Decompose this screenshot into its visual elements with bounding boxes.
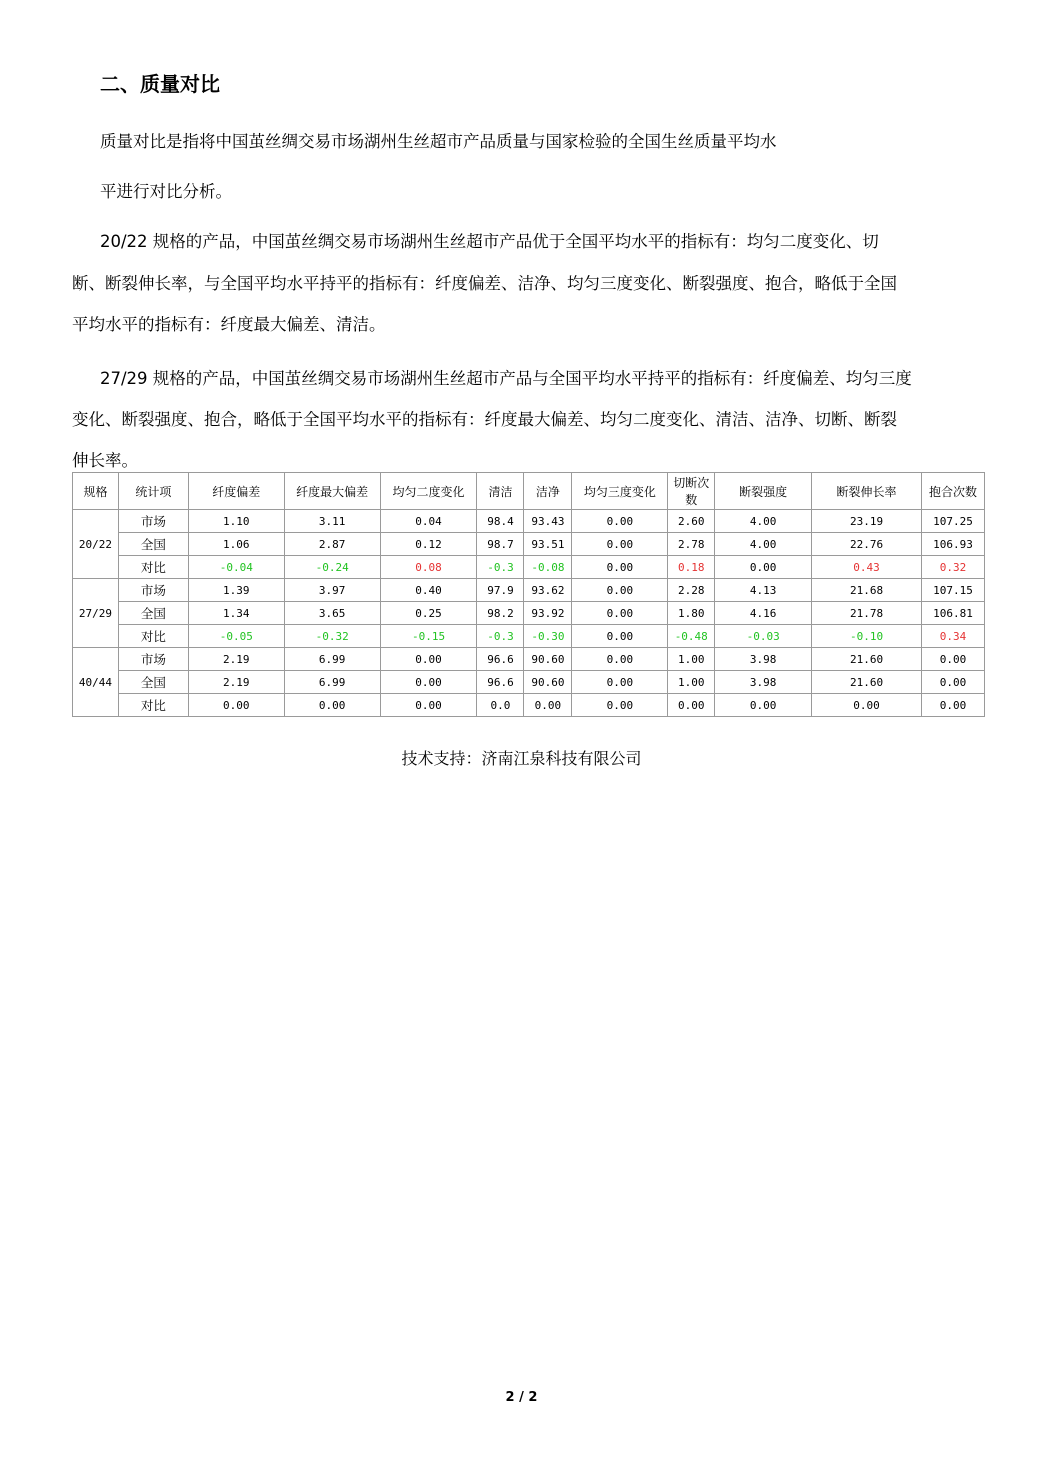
value-cell: -0.3	[477, 625, 524, 648]
value-cell: -0.15	[380, 625, 477, 648]
column-header: 断裂强度	[715, 473, 812, 510]
stat-label-cell: 市场	[118, 510, 188, 533]
value-cell: -0.04	[188, 556, 284, 579]
spec-2022-paragraph-line3: 平均水平的指标有：纤度最大偏差、清洁。	[72, 315, 386, 334]
value-cell: 2.19	[188, 671, 284, 694]
stat-label-cell: 全国	[118, 671, 188, 694]
value-cell: 0.00	[812, 694, 922, 717]
value-cell: 6.99	[284, 671, 380, 694]
column-header: 抱合次数	[921, 473, 984, 510]
spec-2022-paragraph-line2: 断、断裂伸长率，与全国平均水平持平的指标有：纤度偏差、洁净、均匀三度变化、断裂强度、抱合，略低于全国	[72, 274, 897, 293]
value-cell: 0.12	[380, 533, 477, 556]
stat-label-cell: 全国	[118, 602, 188, 625]
value-cell: 21.60	[812, 648, 922, 671]
quality-comparison-table	[72, 472, 985, 717]
value-cell: 3.98	[715, 671, 812, 694]
column-header: 断裂伸长率	[812, 473, 922, 510]
value-cell: 0.00	[715, 694, 812, 717]
value-cell: 1.10	[188, 510, 284, 533]
column-header: 洁净	[524, 473, 572, 510]
value-cell: 2.28	[668, 579, 715, 602]
table-header-row	[73, 473, 985, 510]
value-cell: -0.08	[524, 556, 572, 579]
value-cell: 0.18	[668, 556, 715, 579]
section-heading: 二、质量对比	[100, 72, 220, 96]
value-cell: 1.06	[188, 533, 284, 556]
column-header: 统计项	[118, 473, 188, 510]
spec-2729-paragraph-line3: 伸长率。	[72, 451, 138, 470]
column-header: 纤度偏差	[188, 473, 284, 510]
value-cell: 0.00	[380, 671, 477, 694]
value-cell: 1.80	[668, 602, 715, 625]
value-cell: 106.81	[921, 602, 984, 625]
stat-label-cell: 全国	[118, 533, 188, 556]
value-cell: 93.62	[524, 579, 572, 602]
intro-paragraph-line1: 质量对比是指将中国茧丝绸交易市场湖州生丝超市产品质量与国家检验的全国生丝质量平均水	[100, 132, 777, 151]
value-cell: 0.43	[812, 556, 922, 579]
value-cell: 4.00	[715, 510, 812, 533]
value-cell: 23.19	[812, 510, 922, 533]
value-cell: 1.00	[668, 648, 715, 671]
value-cell: 0.34	[921, 625, 984, 648]
value-cell: -0.03	[715, 625, 812, 648]
value-cell: 107.25	[921, 510, 984, 533]
value-cell: 0.32	[921, 556, 984, 579]
spec-cell: 20/22	[73, 510, 119, 579]
spec-2729-paragraph-line2: 变化、断裂强度、抱合，略低于全国平均水平的指标有：纤度最大偏差、均匀二度变化、清洁、洁净、切断、断裂	[72, 410, 897, 429]
value-cell: 0.00	[921, 694, 984, 717]
value-cell: 3.97	[284, 579, 380, 602]
spec-cell: 40/44	[73, 648, 119, 717]
stat-label-cell: 对比	[118, 625, 188, 648]
value-cell: 0.00	[572, 556, 668, 579]
value-cell: 0.00	[572, 671, 668, 694]
table-row	[73, 579, 985, 602]
value-cell: 1.34	[188, 602, 284, 625]
value-cell: 0.00	[188, 694, 284, 717]
stat-label-cell: 市场	[118, 579, 188, 602]
value-cell: 0.00	[572, 602, 668, 625]
value-cell: 21.60	[812, 671, 922, 694]
intro-paragraph-line2: 平进行对比分析。	[100, 182, 232, 201]
column-header: 均匀三度变化	[572, 473, 668, 510]
stat-label-cell: 市场	[118, 648, 188, 671]
column-header: 规格	[73, 473, 119, 510]
value-cell: 0.00	[715, 556, 812, 579]
value-cell: 0.00	[572, 625, 668, 648]
value-cell: -0.3	[477, 556, 524, 579]
value-cell: 2.78	[668, 533, 715, 556]
value-cell: 3.11	[284, 510, 380, 533]
table-row	[73, 694, 985, 717]
value-cell: 97.9	[477, 579, 524, 602]
value-cell: 98.2	[477, 602, 524, 625]
table-row	[73, 533, 985, 556]
value-cell: 90.60	[524, 671, 572, 694]
value-cell: 6.99	[284, 648, 380, 671]
value-cell: 3.98	[715, 648, 812, 671]
value-cell: 0.00	[572, 510, 668, 533]
table-row	[73, 648, 985, 671]
column-header: 纤度最大偏差	[284, 473, 380, 510]
page-number: 2 / 2	[505, 1390, 538, 1405]
tech-support-footer: 技术支持：济南江泉科技有限公司	[401, 749, 642, 768]
value-cell: 0.00	[572, 694, 668, 717]
value-cell: 2.19	[188, 648, 284, 671]
value-cell: 0.0	[477, 694, 524, 717]
value-cell: 106.93	[921, 533, 984, 556]
table-row	[73, 510, 985, 533]
value-cell: -0.32	[284, 625, 380, 648]
value-cell: 98.4	[477, 510, 524, 533]
value-cell: 0.40	[380, 579, 477, 602]
value-cell: 0.00	[668, 694, 715, 717]
value-cell: 93.43	[524, 510, 572, 533]
value-cell: 0.00	[284, 694, 380, 717]
table-row	[73, 625, 985, 648]
value-cell: 4.16	[715, 602, 812, 625]
value-cell: -0.48	[668, 625, 715, 648]
value-cell: 1.39	[188, 579, 284, 602]
value-cell: 4.13	[715, 579, 812, 602]
value-cell: 0.00	[380, 648, 477, 671]
value-cell: 3.65	[284, 602, 380, 625]
spec-2022-paragraph-line1: 20/22 规格的产品，中国茧丝绸交易市场湖州生丝超市产品优于全国平均水平的指标有：均匀二度变化、切	[100, 232, 879, 251]
value-cell: 93.92	[524, 602, 572, 625]
value-cell: 107.15	[921, 579, 984, 602]
value-cell: 0.00	[572, 648, 668, 671]
value-cell: 22.76	[812, 533, 922, 556]
value-cell: -0.10	[812, 625, 922, 648]
value-cell: -0.05	[188, 625, 284, 648]
value-cell: 0.00	[524, 694, 572, 717]
value-cell: 93.51	[524, 533, 572, 556]
value-cell: 1.00	[668, 671, 715, 694]
spec-cell: 27/29	[73, 579, 119, 648]
value-cell: 2.60	[668, 510, 715, 533]
value-cell: -0.24	[284, 556, 380, 579]
table-row	[73, 602, 985, 625]
value-cell: 0.00	[380, 694, 477, 717]
value-cell: 0.25	[380, 602, 477, 625]
column-header: 切断次数	[668, 473, 715, 510]
value-cell: -0.30	[524, 625, 572, 648]
table-row	[73, 556, 985, 579]
table-row	[73, 671, 985, 694]
value-cell: 21.68	[812, 579, 922, 602]
value-cell: 96.6	[477, 671, 524, 694]
column-header: 均匀二度变化	[380, 473, 477, 510]
value-cell: 0.04	[380, 510, 477, 533]
value-cell: 0.00	[572, 579, 668, 602]
value-cell: 90.60	[524, 648, 572, 671]
value-cell: 21.78	[812, 602, 922, 625]
value-cell: 96.6	[477, 648, 524, 671]
stat-label-cell: 对比	[118, 694, 188, 717]
spec-2729-paragraph-line1: 27/29 规格的产品，中国茧丝绸交易市场湖州生丝超市产品与全国平均水平持平的指标有：纤度偏差、均匀三度	[100, 369, 912, 388]
value-cell: 0.08	[380, 556, 477, 579]
value-cell: 0.00	[921, 648, 984, 671]
value-cell: 0.00	[921, 671, 984, 694]
value-cell: 2.87	[284, 533, 380, 556]
table-body	[73, 510, 985, 717]
value-cell: 0.00	[572, 533, 668, 556]
value-cell: 4.00	[715, 533, 812, 556]
value-cell: 98.7	[477, 533, 524, 556]
stat-label-cell: 对比	[118, 556, 188, 579]
column-header: 清洁	[477, 473, 524, 510]
